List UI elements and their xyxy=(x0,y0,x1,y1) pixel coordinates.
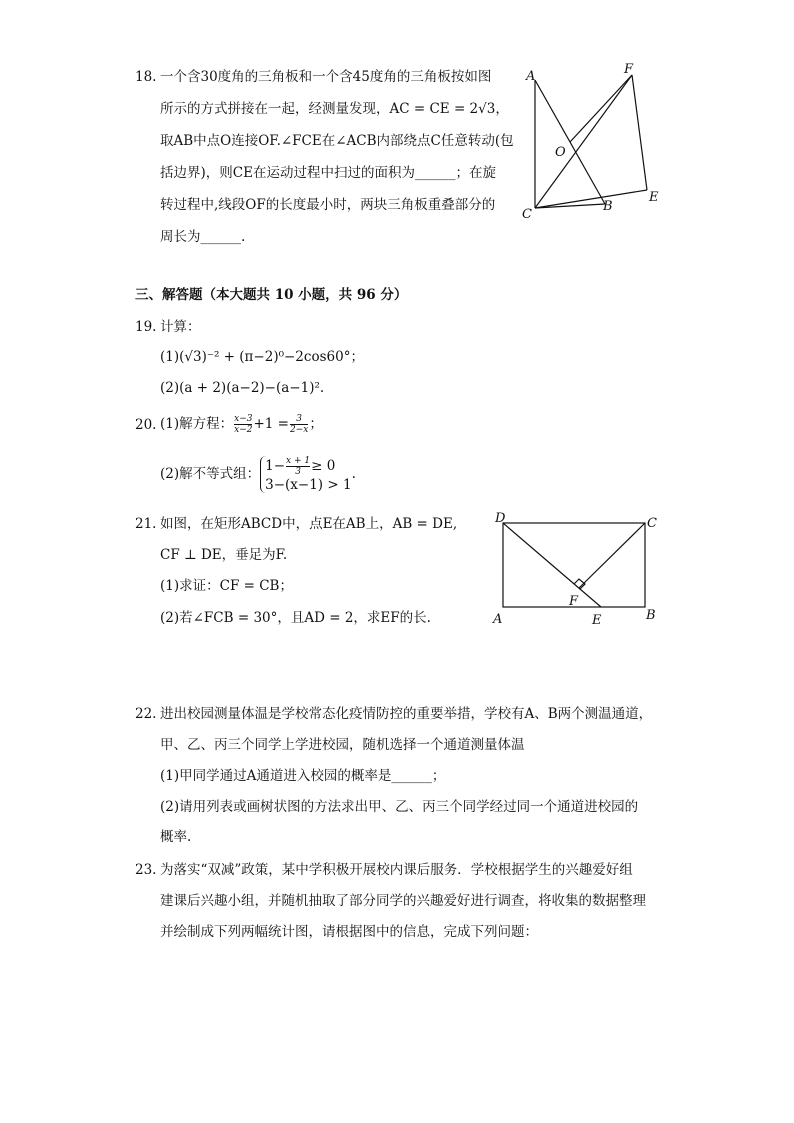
question-22-number: 22. xyxy=(135,706,157,722)
inequality-row-1-a: 1− xyxy=(265,458,286,474)
fraction-2-numerator: 3 xyxy=(296,414,303,424)
question-22-line-5: 概率. xyxy=(160,829,192,845)
question-20-part-2-suffix: . xyxy=(351,466,356,482)
label-E: E xyxy=(592,613,602,628)
question-23-line-3: 并绘制成下列两幅统计图，请根据图中的信息，完成下列问题： xyxy=(160,924,538,940)
question-20-number: 20. xyxy=(135,417,157,433)
label-B: B xyxy=(603,199,613,214)
inequality-row-1 xyxy=(265,456,351,477)
label-C: C xyxy=(522,207,532,220)
question-19-number: 19. xyxy=(135,319,157,335)
question-22-line-1: 进出校园测量体温是学校常态化疫情防控的重要举措，学校有A、B两个测温通道， xyxy=(160,706,653,722)
question-22-line-3: (1)甲同学通过A通道进入校园的概率是______； xyxy=(160,768,446,784)
question-20-part-1-prefix: (1)解方程： xyxy=(160,416,234,432)
fraction-1-numerator: x−3 xyxy=(234,414,253,424)
question-21-line-4: (2)若∠FCB = 30°，且AD = 2，求EF的长. xyxy=(160,610,431,626)
question-21-figure xyxy=(488,508,668,630)
segment-CF xyxy=(535,75,632,208)
question-18-line-6: 周长为______. xyxy=(160,229,246,245)
question-23-number: 23. xyxy=(135,862,157,878)
label-B: B xyxy=(646,608,656,623)
question-18-line-3: 取AB中点O连接OF.∠FCE在∠ACB内部绕点C任意转动(包 xyxy=(160,133,514,149)
segment-DE xyxy=(503,523,601,607)
question-20-part-1-mid: +1 = xyxy=(253,416,289,432)
question-20-part-1-suffix: ； xyxy=(309,416,323,432)
question-20-part-1 xyxy=(160,408,323,440)
fraction-1-denominator: x−2 xyxy=(234,425,253,435)
question-23-line-1: 为落实“双减”政策，某中学积极开展校内课后服务．学校根据学生的兴趣爱好组 xyxy=(160,862,633,878)
question-18-line-1: 一个含30度角的三角板和一个含45度角的三角板按如图 xyxy=(160,69,492,85)
label-F: F xyxy=(624,62,634,77)
fraction-3 xyxy=(286,456,310,477)
fraction-2-denominator: 2−x xyxy=(289,425,309,435)
label-A: A xyxy=(493,612,503,627)
inequality-system xyxy=(260,456,351,493)
question-23-line-2: 建课后兴趣小组，并随机抽取了部分同学的兴趣爱好进行调查，将收集的数据整理 xyxy=(160,893,646,909)
question-20-part-2 xyxy=(160,454,356,494)
segment-FE xyxy=(632,75,647,190)
segment-OF xyxy=(570,75,632,142)
question-18-line-4: 括边界)，则CE在运动过程中扫过的面积为______；在旋 xyxy=(160,165,496,181)
section-3-title: 三、解答题（本大题共 10 小题，共 96 分） xyxy=(135,287,408,303)
inequality-row-2: 3−(x−1) > 1 xyxy=(265,477,352,493)
question-18-line-2: 所示的方式拼接在一起，经测量发现，AC = CE = 2√3， xyxy=(160,101,509,117)
label-D: D xyxy=(495,511,506,526)
segment-CF xyxy=(579,523,645,588)
question-22-line-4: (2)请用列表或画树状图的方法求出甲、乙、丙三个同学经过同一个通道进校园的 xyxy=(160,799,639,815)
question-22-line-2: 甲、乙、丙三个同学上学进校园，随机选择一个通道测量体温 xyxy=(160,737,525,753)
question-19-part-2: (2)(a + 2)(a−2)−(a−1)². xyxy=(160,380,325,396)
label-E: E xyxy=(649,190,659,205)
label-F: F xyxy=(569,594,579,609)
fraction-1 xyxy=(234,414,252,435)
question-21-line-3: (1)求证：CF = CB； xyxy=(160,578,293,594)
label-A: A xyxy=(526,69,536,84)
question-20-part-2-prefix: (2)解不等式组： xyxy=(160,466,261,482)
question-21-line-1: 如图，在矩形ABCD中，点E在AB上，AB = DE, xyxy=(160,516,458,532)
fraction-3-numerator: x + 1 xyxy=(286,456,311,466)
question-18-figure xyxy=(515,58,670,220)
question-18-number: 18. xyxy=(135,69,157,85)
label-O: O xyxy=(555,145,566,160)
question-19-title: 计算： xyxy=(160,319,201,335)
question-21-line-2: CF ⊥ DE，垂足为F. xyxy=(160,547,288,563)
fraction-3-denominator: 3 xyxy=(286,466,310,477)
label-C: C xyxy=(647,516,657,531)
question-18-line-5: 转过程中,线段OF的长度最小时，两块三角板重叠部分的 xyxy=(160,197,496,213)
question-19-part-1: (1)(√3)⁻² + (π−2)⁰−2cos60°； xyxy=(160,349,364,365)
question-21-number: 21. xyxy=(135,516,157,532)
inequality-row-1-b: ≥ 0 xyxy=(311,458,336,474)
fraction-2 xyxy=(290,414,308,435)
